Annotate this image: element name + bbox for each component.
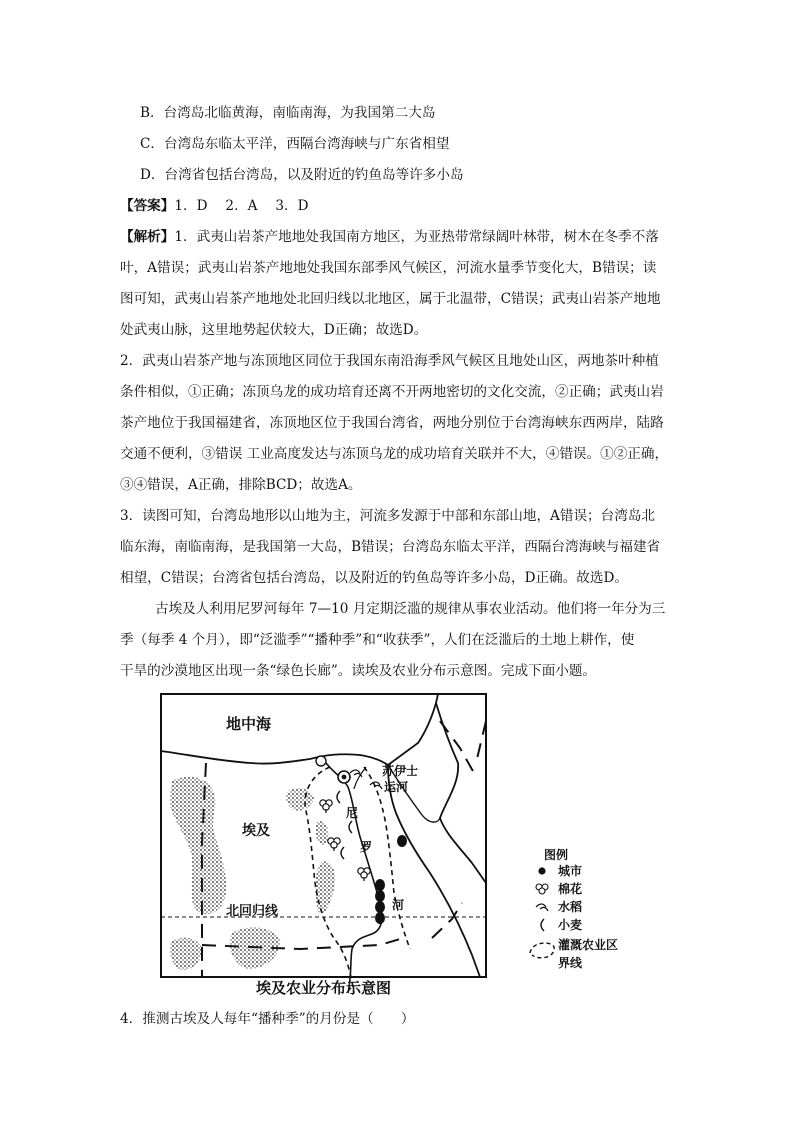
legend-title: 图例 — [544, 848, 569, 862]
label-nile-3: 河 — [392, 898, 405, 912]
question-4: 4．推测古埃及人每年“播种季”的月份是（ ） — [120, 1011, 415, 1027]
city-nile-4 — [375, 912, 385, 924]
city-nile-1 — [375, 879, 385, 891]
analysis-label: 【解析】 — [120, 229, 175, 245]
analysis-text: 1．武夷山岩茶产地地处我国南方地区，为亚热带常绿阔叶林带，树木在冬季不落 — [174, 229, 659, 245]
legend-city: 城市 — [558, 864, 583, 878]
label-mediterranean: 地中海 — [226, 715, 272, 733]
city-nile-3 — [375, 901, 385, 913]
analysis-line-2: 叶，A错误；武夷山岩茶产地地处我国东部季风气候区，河流水量季节变化大，B错误；读 — [120, 260, 657, 276]
answer-label: 【答案】 — [120, 198, 175, 214]
analysis-line-6: 条件相似，①正确；冻顶乌龙的成功培育还离不开两地密切的文化交流，②正确；武夷山岩 — [120, 384, 664, 400]
analysis-line-7: 茶产地位于我国福建省，冻顶地区位于我国台湾省，两地分别位于台湾海峡东西两岸，陆路 — [120, 415, 664, 431]
label-tropic: 北回归线 — [226, 904, 279, 919]
legend-irrigation: 灌溉农业区 — [558, 938, 619, 952]
map-legend — [530, 847, 618, 970]
passage-line-3: 干旱的沙漠地区出现一条“绿色长廊”。读埃及农业分布示意图。完成下面小题。 — [120, 663, 597, 679]
passage-line-1: 古埃及人利用尼罗河每年 7—10 月定期泛滥的规律从事农业活动。他们将一年分为三 — [155, 601, 666, 617]
analysis-line-3: 图可知，武夷山岩茶产地地处北回归线以北地区，属于北温带，C错误；武夷山岩茶产地地 — [120, 291, 661, 307]
label-nile-2: 罗 — [360, 840, 373, 854]
city-red-sea — [397, 835, 407, 847]
analysis-line-10: 3．读图可知，台湾岛地形以山地为主，河流多发源于中部和东部山地，A错误；台湾岛北 — [120, 508, 656, 524]
answer-line — [120, 197, 309, 215]
analysis-line-8: 交通不便利，③错误 工业高度发达与冻顶乌龙的成功培育关联并不大，④错误。①②正确， — [120, 446, 669, 462]
label-suez-1: 苏伊士 — [382, 764, 419, 778]
analysis-line-5: 2．武夷山岩茶产地与冻顶地区同位于我国东南沿海季风气候区且地处山区，两地茶叶种植 — [120, 353, 659, 369]
legend-wheat: 小麦 — [558, 918, 583, 932]
analysis-line-11: 临东海，南临南海，是我国第一大岛，B错误；台湾岛东临太平洋，西隔台湾海峡与福建省 — [120, 539, 661, 555]
legend-boundary: 界线 — [558, 956, 583, 970]
irrigation-boundary-icon — [530, 943, 554, 958]
passage-line-2: 季（每季 4 个月），即“泛滥季”“播种季”和“收获季”，人们在泛滥后的土地上耕作，使 — [120, 632, 635, 648]
label-egypt: 埃及 — [242, 823, 270, 839]
option-b: B．台湾岛北临黄海，南临南海，为我国第二大岛 — [140, 105, 436, 121]
cotton-icon — [536, 884, 548, 894]
option-c: C．台湾岛东临太平洋，西隔台湾海峡与广东省相望 — [140, 136, 450, 152]
city-cairo-core — [342, 775, 347, 780]
analysis-line-12: 相望，C错误；台湾省包括台湾岛，以及附近的钓鱼岛等许多小岛，D正确。故选D。 — [120, 570, 628, 586]
label-suez-2: 运河 — [384, 780, 409, 794]
city-alexandria — [316, 756, 326, 766]
answer-text: 1．D 2．A 3．D — [174, 198, 309, 214]
option-d: D．台湾省包括台湾岛，以及附近的钓鱼岛等许多小岛 — [140, 167, 464, 183]
legend-rice: 水稻 — [558, 900, 583, 914]
legend-cotton: 棉花 — [558, 882, 583, 896]
analysis-line-9: ③④错误，A正确，排除BCD；故选A。 — [120, 477, 362, 493]
analysis-line-4: 处武夷山脉，这里地势起伏较大，D正确；故选D。 — [120, 322, 428, 338]
city-dot-icon — [538, 867, 545, 874]
map-caption: 埃及农业分布示意图 — [256, 979, 392, 997]
label-nile-1: 尼 — [346, 806, 359, 820]
egypt-agriculture-map — [160, 693, 633, 1000]
rice-icon — [536, 904, 548, 911]
city-nile-2 — [375, 890, 385, 902]
analysis-line-1 — [120, 228, 659, 246]
wheat-icon — [541, 919, 544, 931]
